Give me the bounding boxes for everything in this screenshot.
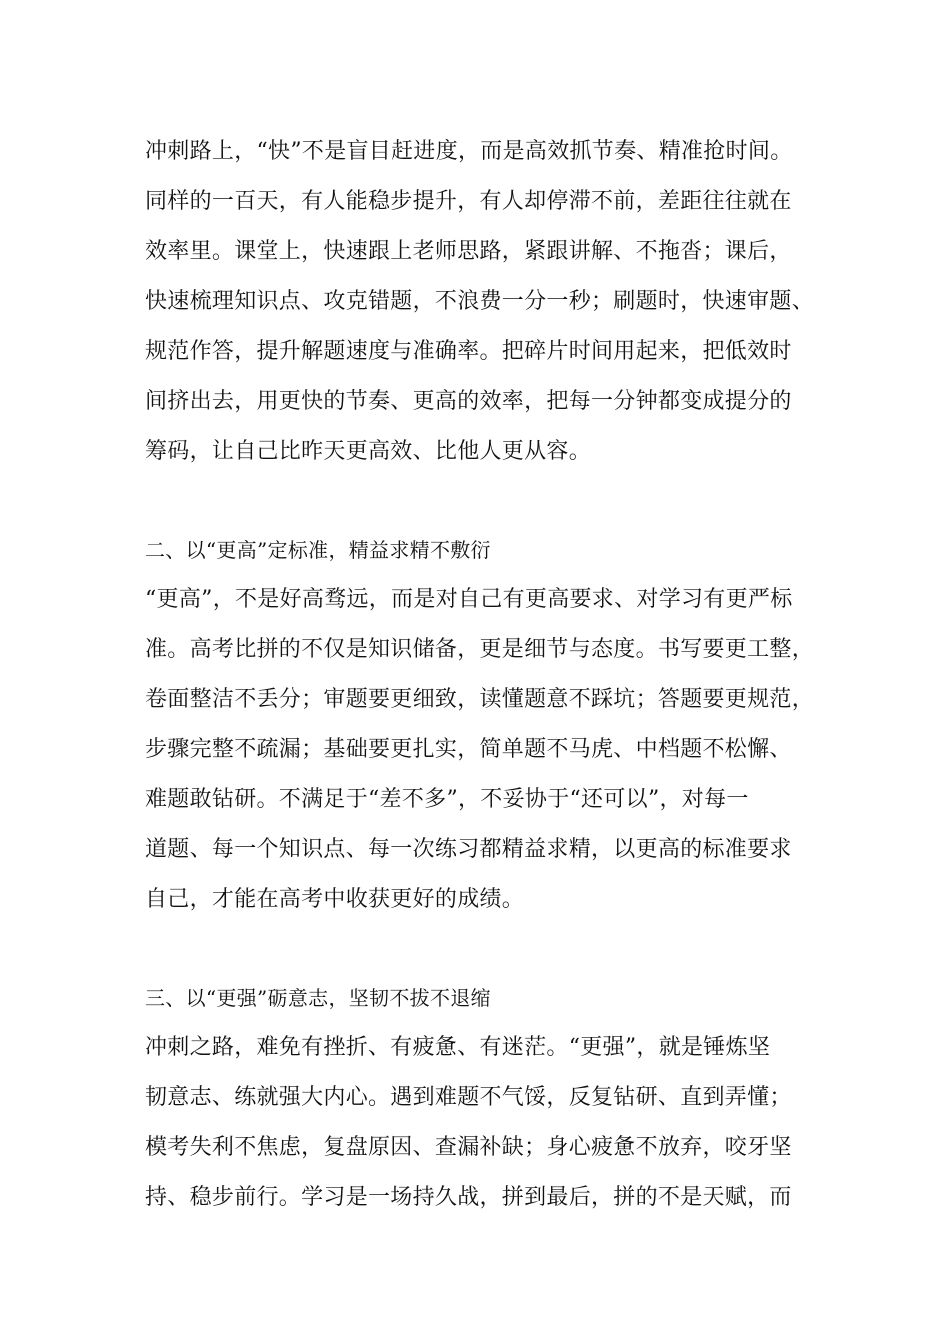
paragraph-line: 间挤出去，用更快的节奏、更高的效率，把每一分钟都变成提分的 xyxy=(145,389,792,414)
paragraph-line: 效率里。课堂上，快速跟上老师思路，紧跟讲解、不拖沓；课后， xyxy=(145,239,792,264)
paragraph-line: 快速梳理知识点、攻克错题，不浪费一分一秒；刷题时，快速审题、 xyxy=(145,289,815,314)
section-heading: 三、以“更强”砺意志，坚韧不拔不退缩 xyxy=(145,986,491,1010)
paragraph-line: 自己，才能在高考中收获更好的成绩。 xyxy=(145,887,525,912)
paragraph-line: 道题、每一个知识点、每一次练习都精益求精，以更高的标准要求 xyxy=(145,837,792,862)
paragraph-line: 筹码，让自己比昨天更高效、比他人更从容。 xyxy=(145,439,592,464)
paragraph-line: 韧意志、练就强大内心。遇到难题不气馁，反复钻研、直到弄懂； xyxy=(145,1085,792,1110)
paragraph-line: 冲刺路上，“快”不是盲目赶进度，而是高效抓节奏、精准抢时间。 xyxy=(145,139,793,164)
paragraph-line: 同样的一百天，有人能稳步提升，有人却停滞不前，差距往往就在 xyxy=(145,189,792,214)
paragraph-line: 难题敢钻研。不满足于“差不多”，不妥协于“还可以”，对每一 xyxy=(145,787,749,812)
paragraph-line: 步骤完整不疏漏；基础要更扎实，简单题不马虎、中档题不松懈、 xyxy=(145,737,792,762)
paragraph-line: 卷面整洁不丢分；审题要更细致，读懂题意不踩坑；答题要更规范， xyxy=(145,687,815,712)
paragraph-line: 持、稳步前行。学习是一场持久战，拼到最后，拼的不是天赋，而 xyxy=(145,1185,792,1210)
paragraph-line: “更高”，不是好高骛远，而是对自己有更高要求、对学习有更严标 xyxy=(145,587,793,612)
paragraph-line: 模考失利不焦虑，复盘原因、查漏补缺；身心疲惫不放弃，咬牙坚 xyxy=(145,1135,792,1160)
paragraph-line: 规范作答，提升解题速度与准确率。把碎片时间用起来，把低效时 xyxy=(145,339,792,364)
paragraph-line: 准。高考比拼的不仅是知识储备，更是细节与态度。书写要更工整， xyxy=(145,637,815,662)
section-heading: 二、以“更高”定标准，精益求精不敷衍 xyxy=(145,538,491,562)
paragraph-line: 冲刺之路，难免有挫折、有疲惫、有迷茫。“更强”，就是锤炼坚 xyxy=(145,1035,771,1060)
